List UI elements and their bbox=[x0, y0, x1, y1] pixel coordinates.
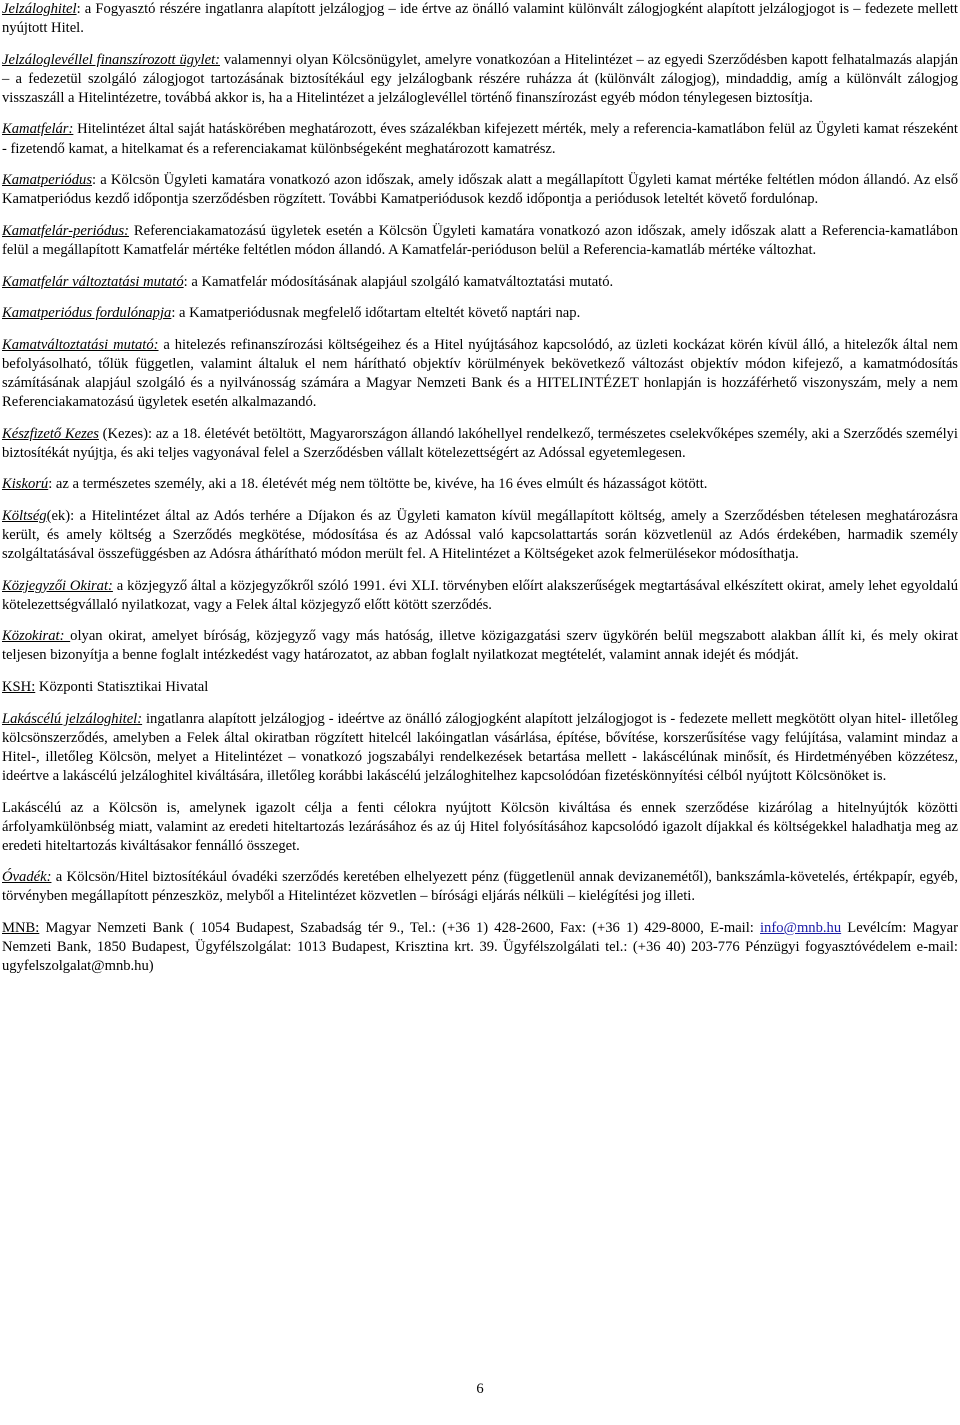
term: Készfizető Kezes bbox=[2, 425, 99, 442]
definition-text: Központi Statisztikai Hivatal bbox=[35, 679, 209, 696]
definition-keszfizeto-kezes bbox=[2, 425, 958, 463]
term: Jelzáloglevéllel finanszírozott ügylet: bbox=[2, 51, 220, 68]
definition-text: a Fogyasztó részére ingatlanra alapított jelzálogjog – ide értve az önálló valamint különvált zálogjogként alapított jelzálogjogot is – fedezete mellett nyújtott Hitel. bbox=[2, 1, 958, 37]
definition-kamatfelar-valtoztatasi-mutato: Kamatfelár változtatási mutató: a Kamatfelár módosításának alapjául szolgáló kamatváltoztatási mutató. bbox=[2, 273, 614, 290]
definition-text: Magyar Nemzeti Bank ( 1054 Budapest, Szabadság tér 9., Tel.: (+36 1) 428-2600, Fax: (+36 1) 429-8000, E-mail: bbox=[39, 919, 760, 936]
document-body bbox=[2, 0, 958, 989]
term: Óvadék: bbox=[2, 869, 52, 886]
definition-kamatfelar-periodus bbox=[2, 222, 958, 260]
definition-text: valamennyi olyan Kölcsönügylet, amelyre vonatkozóan a Hitelintézet – az egyedi Szerződésben kapott felhatalmazás alapján – a fedezetül szolgáló zálogjogot tartozásának biztosítékául egy jelzálogbank részére ruházza át (különvált zálogjog), mindaddig, amíg a különvált zálogjog visszaszáll a Hitelintézetre, továbbá akkor is, ha a Hitelintézet a jelzáloglevéllel történő finanszírozást egyéb módon ténylegesen biztosítja. bbox=[2, 51, 959, 106]
term: Kiskorú bbox=[2, 476, 49, 493]
term: Lakáscélú jelzáloghitel: bbox=[2, 710, 143, 727]
definition-text: ingatlanra alapított jelzálogjog - ideértve az önálló zálogjogként alapított jelzálogjogot is - fedezete mellett megkötött olyan hitel- illetőleg kölcsönszerződés, amelyben a Felek által okiratban rögzített hitelcél lakóingatlan vásárlása, építése, bővítése, korszerűsítése vagy felújítása, valamint mindaz a Hitel-, illetőleg Kölcsön, melyet a Hitelintézet – vonatkozó jogszabályi rendelkezések betartása mellett - lakáscélúnak minősít, és Hirdetményében közzétesz, ideértve a lakáscélú jelzáloghitel kiváltására, illetőleg korábbi lakáscélú jelzáloghitelhez kapcsolódóan fizetéskönnyítési célból nyújtott Kölcsönöket is. bbox=[2, 710, 958, 784]
email-link[interactable]: info@mnb.hu bbox=[760, 919, 842, 936]
definition-text: Hitelintézet által saját hatáskörében meghatározott, éves százalékban kifejezett mérték, mely a referencia-kamatlábon felül az Ügyleti kamat részeként - fizetendő kamat, a hitelkamat és a referenciakamat különbségeként meghatározott kamatrész. bbox=[2, 121, 958, 157]
definition-kamatfelar bbox=[2, 120, 958, 158]
definition-text: Lakáscélú az a Kölcsön is, amelynek igazolt célja a fenti célokra nyújtott Kölcsön kiváltása és ennek szerződése kizárólag a hitelnyújtók közötti árfolyamkülönbség miatt, valamint az eredeti hiteltartozás lezárásához és az új Hitel folyósításához kapcsolódó igazolt díjakkal és költségekkel haladhatja meg az eredeti hiteltartozás kiváltásakor fennálló összeget. bbox=[2, 799, 958, 854]
definition-text: az a természetes személy, aki a 18. életévét még nem töltötte be, kivéve, ha 16 éves elmúlt és házasságot kötött. bbox=[52, 476, 708, 493]
definition-ksh bbox=[2, 678, 958, 697]
term: Kamatperiódus fordulónapja bbox=[2, 305, 172, 322]
definition-text: a hitelezés refinanszírozási költségeihez és a Hitel nyújtásához kapcsolódó, az üzleti kockázat körén kívül álló, a hitelezők által nem befolyásolható, tőlük független, valamint általuk el nem hárítható objektív körülmények bekövetkező változást objektív módon kifejező, a kamatmódosítás számításának alapjául szolgáló és a nyilvánosság számára a Magyar Nemzeti Bank és a HITELINTÉZET honlapján is hozzáférhető viszonyszám, mely a nem Referenciakamatozású ügyletek esetén alkalmazandó. bbox=[2, 336, 959, 410]
term: Kamatfelár-periódus: bbox=[2, 222, 129, 239]
definition-text: Levélcím: Magyar Nemzeti Bank, 1850 Budapest, Ügyfélszolgálat: 1013 Budapest, Krisztina krt. 39. Ügyfélszolgálati tel.: (+36 40) 203-776 Pénzügyi fogyasztóvédelem e-mail: ugyfelszolgalat@mnb.hu) bbox=[2, 919, 959, 975]
definition-text: (ek): a Hitelintézet által az Adós terhére a Díjakon és az Ügyleti kamaton kívül megállapított költség, amely a Szerződésben tételesen meghatározásra került, és amely költség a Szerződés megkötése, módosítása és az Adóssal való kapcsolattartás során közvetlenül az Adós érdekében, harmadik személy szolgáltatásával összefüggésben az Adósra áthárítható módon merült fel. A Hitelintézet a Költségeket azok felmerülésekor módosíthatja. bbox=[2, 507, 958, 563]
definition-text: Referenciakamatozású ügyletek esetén a Kölcsön Ügyleti kamatára vonatkozó azon időszak, amely időszak alatt a Referencia-kamatlábon felül a megállapított Kamatfelár mértéke feltétlen módon állandó. A Kamatfelár-perióduson belül a Referencia-kamatláb mértéke változhat. bbox=[2, 222, 958, 258]
term: Költség bbox=[2, 507, 47, 524]
term: Közjegyzői Okirat: bbox=[2, 577, 113, 594]
definition-lakascelu-jelzaloghitel bbox=[2, 710, 958, 786]
definition-kozokirat bbox=[2, 627, 958, 665]
page-number: 6 bbox=[476, 1381, 484, 1397]
definition-jelzaloghitel: Jelzáloghitel: a Fogyasztó részére ingatlanra alapított jelzálogjog – ide értve az önálló valamint különvált zálogjogként alapított jelzálogjogot is – fedezete mellett nyújtott Hitel. bbox=[2, 1, 958, 37]
definition-kamatperiodus-fordulonapja: Kamatperiódus fordulónapja: a Kamatperiódusnak megfelelő időtartam elteltét követő naptári nap. bbox=[2, 305, 581, 322]
definition-text: (Kezes): az a 18. életévét betöltött, Magyarországon állandó lakóhellyel rendelkező, természetes cselekvőképes személy, aki a Szerződés személyi biztosítékát nyújtja, és aki teljes vagyonával felel a Szerződésben vállalt kötelezettségért az Adóssal egyetemlegesen. bbox=[2, 425, 958, 461]
term: Kamatfelár változtatási mutató bbox=[2, 273, 184, 290]
definition-text: a Kamatfelár módosításának alapjául szolgáló kamatváltoztatási mutató. bbox=[187, 273, 614, 290]
term: Kamatváltoztatási mutató: bbox=[2, 336, 159, 353]
term: Kamatperiódus bbox=[2, 172, 92, 189]
term: Közokirat: bbox=[2, 628, 71, 645]
definition-koltseg bbox=[2, 507, 958, 564]
definition-jelzaloglevel-ugylet bbox=[2, 51, 958, 108]
definition-kamatperiodus: Kamatperiódus: a Kölcsön Ügyleti kamatára vonatkozó azon időszak, amely időszak alatt a megállapított Ügyleti kamat mértéke feltétlen módon állandó. Az első Kamatperiódus kezdő időpontja szerződésben rögzített. További Kamatperiódusok kezdő időpontja a periódusok leteltét követő fordulónap. bbox=[2, 172, 958, 208]
definition-text: a Kamatperiódusnak megfelelő időtartam elteltét követő naptári nap. bbox=[175, 305, 581, 322]
definition-ovadek bbox=[2, 868, 958, 906]
definition-mnb bbox=[2, 919, 958, 976]
definition-kiskoru: Kiskorú: az a természetes személy, aki a 18. életévét még nem töltötte be, kivéve, ha 16 éves elmúlt és házasságot kötött. bbox=[2, 476, 708, 493]
term: MNB: bbox=[2, 919, 40, 936]
definition-kozjegyzoi-okirat bbox=[2, 577, 958, 615]
term: KSH: bbox=[2, 679, 36, 696]
paragraph-lakascelu-kolcson bbox=[2, 799, 958, 856]
definition-text: a Kölcsön Ügyleti kamatára vonatkozó azon időszak, amely időszak alatt a megállapított Ügyleti kamat mértéke feltétlen módon állandó. Az első Kamatperiódus kezdő időpontja szerződésben rögzített. További Kamatperiódusok kezdő időpontja a periódusok leteltét követő fordulónap. bbox=[2, 172, 958, 208]
definition-text: a közjegyző által a közjegyzőkről szóló 1991. évi XLI. törvényben előírt alakszerűségek megtartásával elkészített okirat, amely lehet egyoldalú kötelezettségvállaló nyilatkozat, vagy a Felek által közjegyző előtt kötött szerződés. bbox=[2, 577, 958, 613]
term: Jelzáloghitel bbox=[2, 1, 77, 17]
definition-kamatvaltoztatasi-mutato bbox=[2, 336, 958, 412]
definition-text: olyan okirat, amelyet bíróság, közjegyző vagy más hatóság, illetve közigazgatási szerv ügykörén belül megszabott alakban állít ki, és mely okirat teljesen bizonyítja a benne foglalt intézkedést vagy határozatot, az abban foglalt nyilatkozat megtételét, valamint annak idejét és módját. bbox=[2, 628, 959, 664]
definition-text: a Kölcsön/Hitel biztosítékául óvadéki szerződés keretében elhelyezett pénz (függetlenül annak devizanemétől), bankszámla-követelés, értékpapír, egyéb, törvényben megállapított pénzeszköz, melyből a Hitelintézet közvetlen – bírósági eljárás nélküli – kielégítési jog illeti. bbox=[2, 869, 958, 905]
term: Kamatfelár: bbox=[2, 121, 74, 138]
